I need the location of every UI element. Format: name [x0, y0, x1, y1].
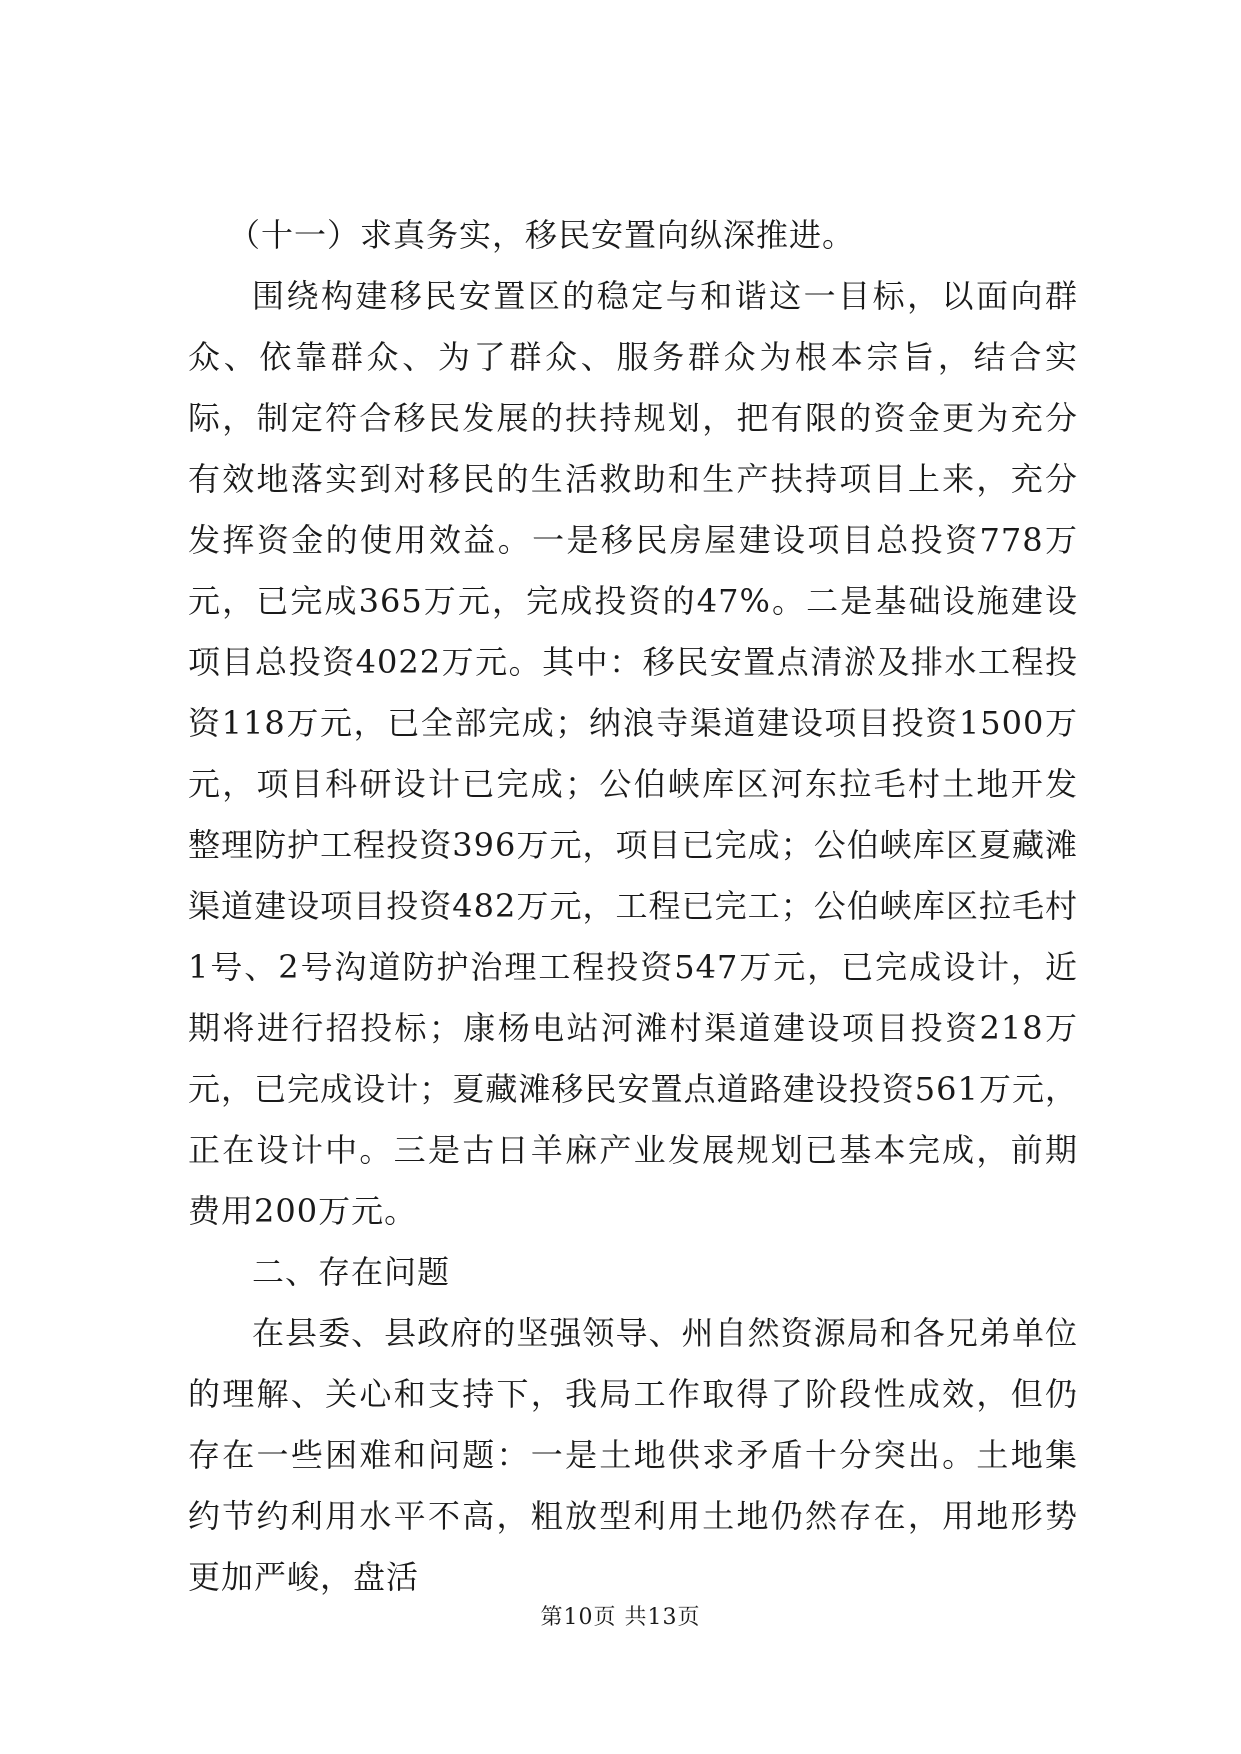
section-heading-problems: 二、存在问题: [252, 1253, 451, 1291]
document-body: [188, 205, 1078, 1608]
page-number-footer: 第10页 共13页: [540, 1605, 701, 1630]
paragraph-resettlement: 围绕构建移民安置区的稳定与和谐这一目标，以面向群众、依靠群众、为了群众、服务群众为根本宗旨，结合实际，制定符合移民发展的扶持规划，把有限的资金更为充分有效地落实到对移民的生活救助和生产扶持项目上来，充分发挥资金的使用效益。一是移民房屋建设项目总投资778万元，已完成365万元，完成投资的47%。二是基础设施建设项目总投资4022万元。其中：移民安置点清淤及排水工程投资118万元，已全部完成；纳浪寺渠道建设项目投资1500万元，项目科研设计已完成；公伯峡库区河东拉毛村土地开发整理防护工程投资396万元，项目已完成；公伯峡库区夏藏滩渠道建设项目投资482万元，工程已完工；公伯峡库区拉毛村1号、2号沟道防护治理工程投资547万元，已完成设计，近期将进行招投标；康杨电站河滩村渠道建设项目投资218万元，已完成设计；夏藏滩移民安置点道路建设投资561万元，正在设计中。三是古日羊麻产业发展规划已基本完成，前期费用200万元。: [188, 277, 1078, 1230]
subsection-heading: （十一）求真务实，移民安置向纵深推进。: [228, 216, 856, 254]
paragraph-problems: 在县委、县政府的坚强领导、州自然资源局和各兄弟单位的理解、关心和支持下，我局工作取得了阶段性成效，但仍存在一些困难和问题：一是土地供求矛盾十分突出。土地集约节约利用水平不高，粗放型利用土地仍然存在，用地形势更加严峻，盘活: [188, 1314, 1078, 1596]
